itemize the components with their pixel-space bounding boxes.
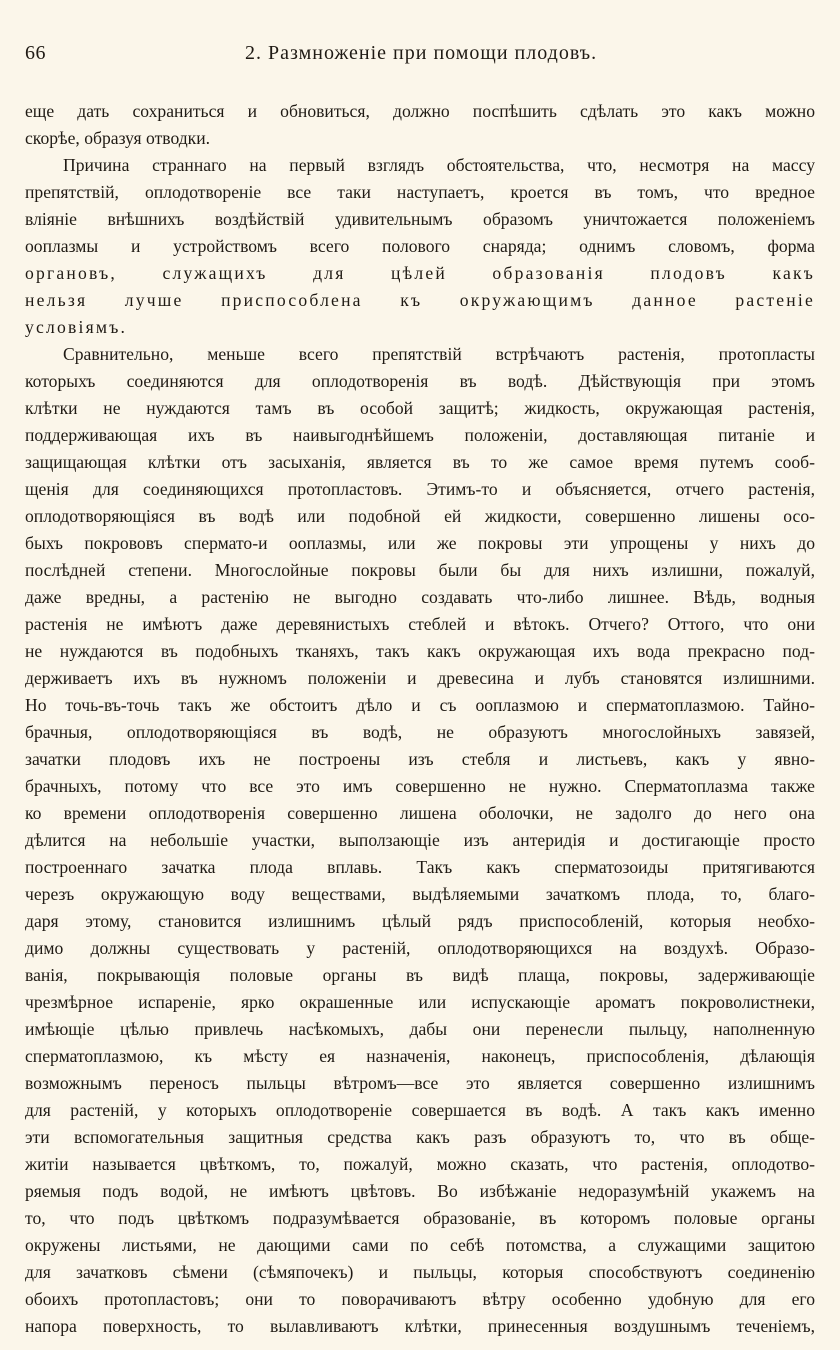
text-line: построеннаго зачатка плода вплавь. Такъ какъ сперматозоиды притягиваются [25,857,815,877]
text-line: оплодотворяющіяся въ водѣ или подобной ей жидкости, совершенно лишены осо- [25,506,815,526]
text-line: щенія для соединяющихся протопластовъ. Этимъ-то и объясняется, отчего растенія, [25,479,815,499]
body-text [25,98,815,1340]
spaced-emphasis-line: условіямъ. [25,317,128,337]
text-line: ко времени оплодотворенія совершенно лишена оболочки, не задолго до него она [25,803,815,823]
text-line: окружены листьями, не дающими сами по себѣ потомства, а служащими защитою [25,1235,815,1255]
page-header [25,42,813,72]
text-line: ряемыя подъ водой, не имѣютъ цвѣтовъ. Во избѣжаніе недоразумѣній укажемъ на [25,1181,815,1201]
text-line: быхъ покрововъ спермато-и ооплазмы, или же покровы эти упрощены у нихъ до [25,533,815,553]
text-line: брачныя, оплодотворяющіяся въ водѣ, не образуютъ многослойныхъ завязей, [25,722,815,742]
text-line: ооплазмы и устройствомъ всего полового снаряда; однимъ словомъ, форма [25,236,815,256]
text-line: для растеній, у которыхъ оплодотвореніе совершается въ водѣ. А такъ какъ именно [25,1100,815,1120]
text-line: не нуждаются въ подобныхъ тканяхъ, такъ какъ окружающая ихъ вода прекрасно под- [25,641,815,661]
text-line: то, что подъ цвѣткомъ подразумѣвается образованіе, въ которомъ половые органы [25,1208,815,1228]
text-line: держиваетъ ихъ въ нужномъ положеніи и древесина и лубъ становятся излишними. [25,668,815,688]
text-line: обоихъ протопластовъ; они то поворачиваютъ вѣтру особенно удобную для его [25,1289,815,1309]
text-line: препятствій, оплодотвореніе все таки наступаетъ, кроется въ томъ, что вредное [25,182,815,202]
text-line: ванія, покрывающія половые органы въ видѣ плаща, покровы, задерживающіе [25,965,815,985]
spaced-emphasis-line: нельзя лучше приспособлена къ окружающимъ данное растеніе [25,290,815,310]
text-line: послѣдней степени. Многослойные покровы были бы для нихъ излишни, пожалуй, [25,560,815,580]
running-head: 2. Размноженіе при помощи плодовъ. [245,42,598,64]
text-line: возможнымъ переносъ пыльцы вѣтромъ—все это является совершенно излишнимъ [25,1073,815,1093]
text-line: скорѣе, образуя отводки. [25,128,211,148]
text-line: чрезмѣрное испареніе, ярко окрашенные или испускающіе ароматъ покроволистнеки, [25,992,815,1012]
text-line: напора поверхность, то вылавливаютъ клѣтки, принесенныя воздушнымъ теченіемъ, [25,1316,815,1336]
text-line: черезъ окружающую воду веществами, выдѣляемыми зачаткомъ плода, то, благо- [25,884,815,904]
text-line: которыхъ соединяются для оплодотворенія въ водѣ. Дѣйствующія при этомъ [25,371,815,391]
text-line: вліяніе внѣшнихъ воздѣйствій удивительнымъ образомъ уничтожается положеніемъ [25,209,815,229]
text-line: житіи называется цвѣткомъ, то, пожалуй, можно сказать, что растенія, оплодотво- [25,1154,815,1174]
text-line: еще дать сохраниться и обновиться, должно поспѣшить сдѣлать это какъ можно [25,101,815,121]
text-line: даже вредны, а растенію не выгодно создавать что-либо лишнее. Вѣдь, водныя [25,587,815,607]
text-line: сперматоплазмою, къ мѣсту ея назначенія, наконецъ, приспособленія, дѣлающія [25,1046,815,1066]
text-line: Но точь-въ-точь такъ же обстоитъ дѣло и съ ооплазмою и сперматоплазмою. Тайно- [25,695,815,715]
text-line: даря этому, становится излишнимъ цѣлый рядъ приспособленій, которыя необхо- [25,911,815,931]
paragraph-first-line: Причина страннаго на первый взглядъ обстоятельства, что, несмотря на массу [63,155,815,175]
page-number: 66 [25,42,46,64]
text-line: растенія не имѣютъ даже деревянистыхъ стеблей и вѣтокъ. Отчего? Оттого, что они [25,614,815,634]
text-line: димо должны существовать у растеній, оплодотворяющихся на воздухѣ. Образо- [25,938,815,958]
text-line: имѣющіе цѣлью привлечь насѣкомыхъ, дабы они перенесли пыльцу, наполненную [25,1019,815,1039]
spaced-emphasis-line: органовъ, служащихъ для цѣлей образованія плодовъ какъ [25,263,815,283]
text-line: для зачатковъ сѣмени (сѣмяпочекъ) и пыльцы, которыя способствуютъ соединенію [25,1262,815,1282]
text-line: зачатки плодовъ ихъ не построены изъ стебля и листьевъ, какъ у явно- [25,749,815,769]
paragraph-first-line: Сравнительно, меньше всего препятствій встрѣчаютъ растенія, протопласты [63,344,815,364]
text-line: защищающая клѣтки отъ засыханія, является въ то же самое время путемъ сооб- [25,452,815,472]
text-line: поддерживающая ихъ въ наивыгоднѣйшемъ положеніи, доставляющая питаніе и [25,425,815,445]
text-line: эти вспомогательныя защитныя средства какъ разъ образуютъ то, что въ обще- [25,1127,815,1147]
text-line: клѣтки не нуждаются тамъ въ особой защитѣ; жидкость, окружающая растенія, [25,398,815,418]
text-line: брачныхъ, потому что все это имъ совершенно не нужно. Сперматоплазма также [25,776,815,796]
text-line: дѣлится на небольшіе участки, выползающіе изъ антеридія и достигающіе просто [25,830,815,850]
